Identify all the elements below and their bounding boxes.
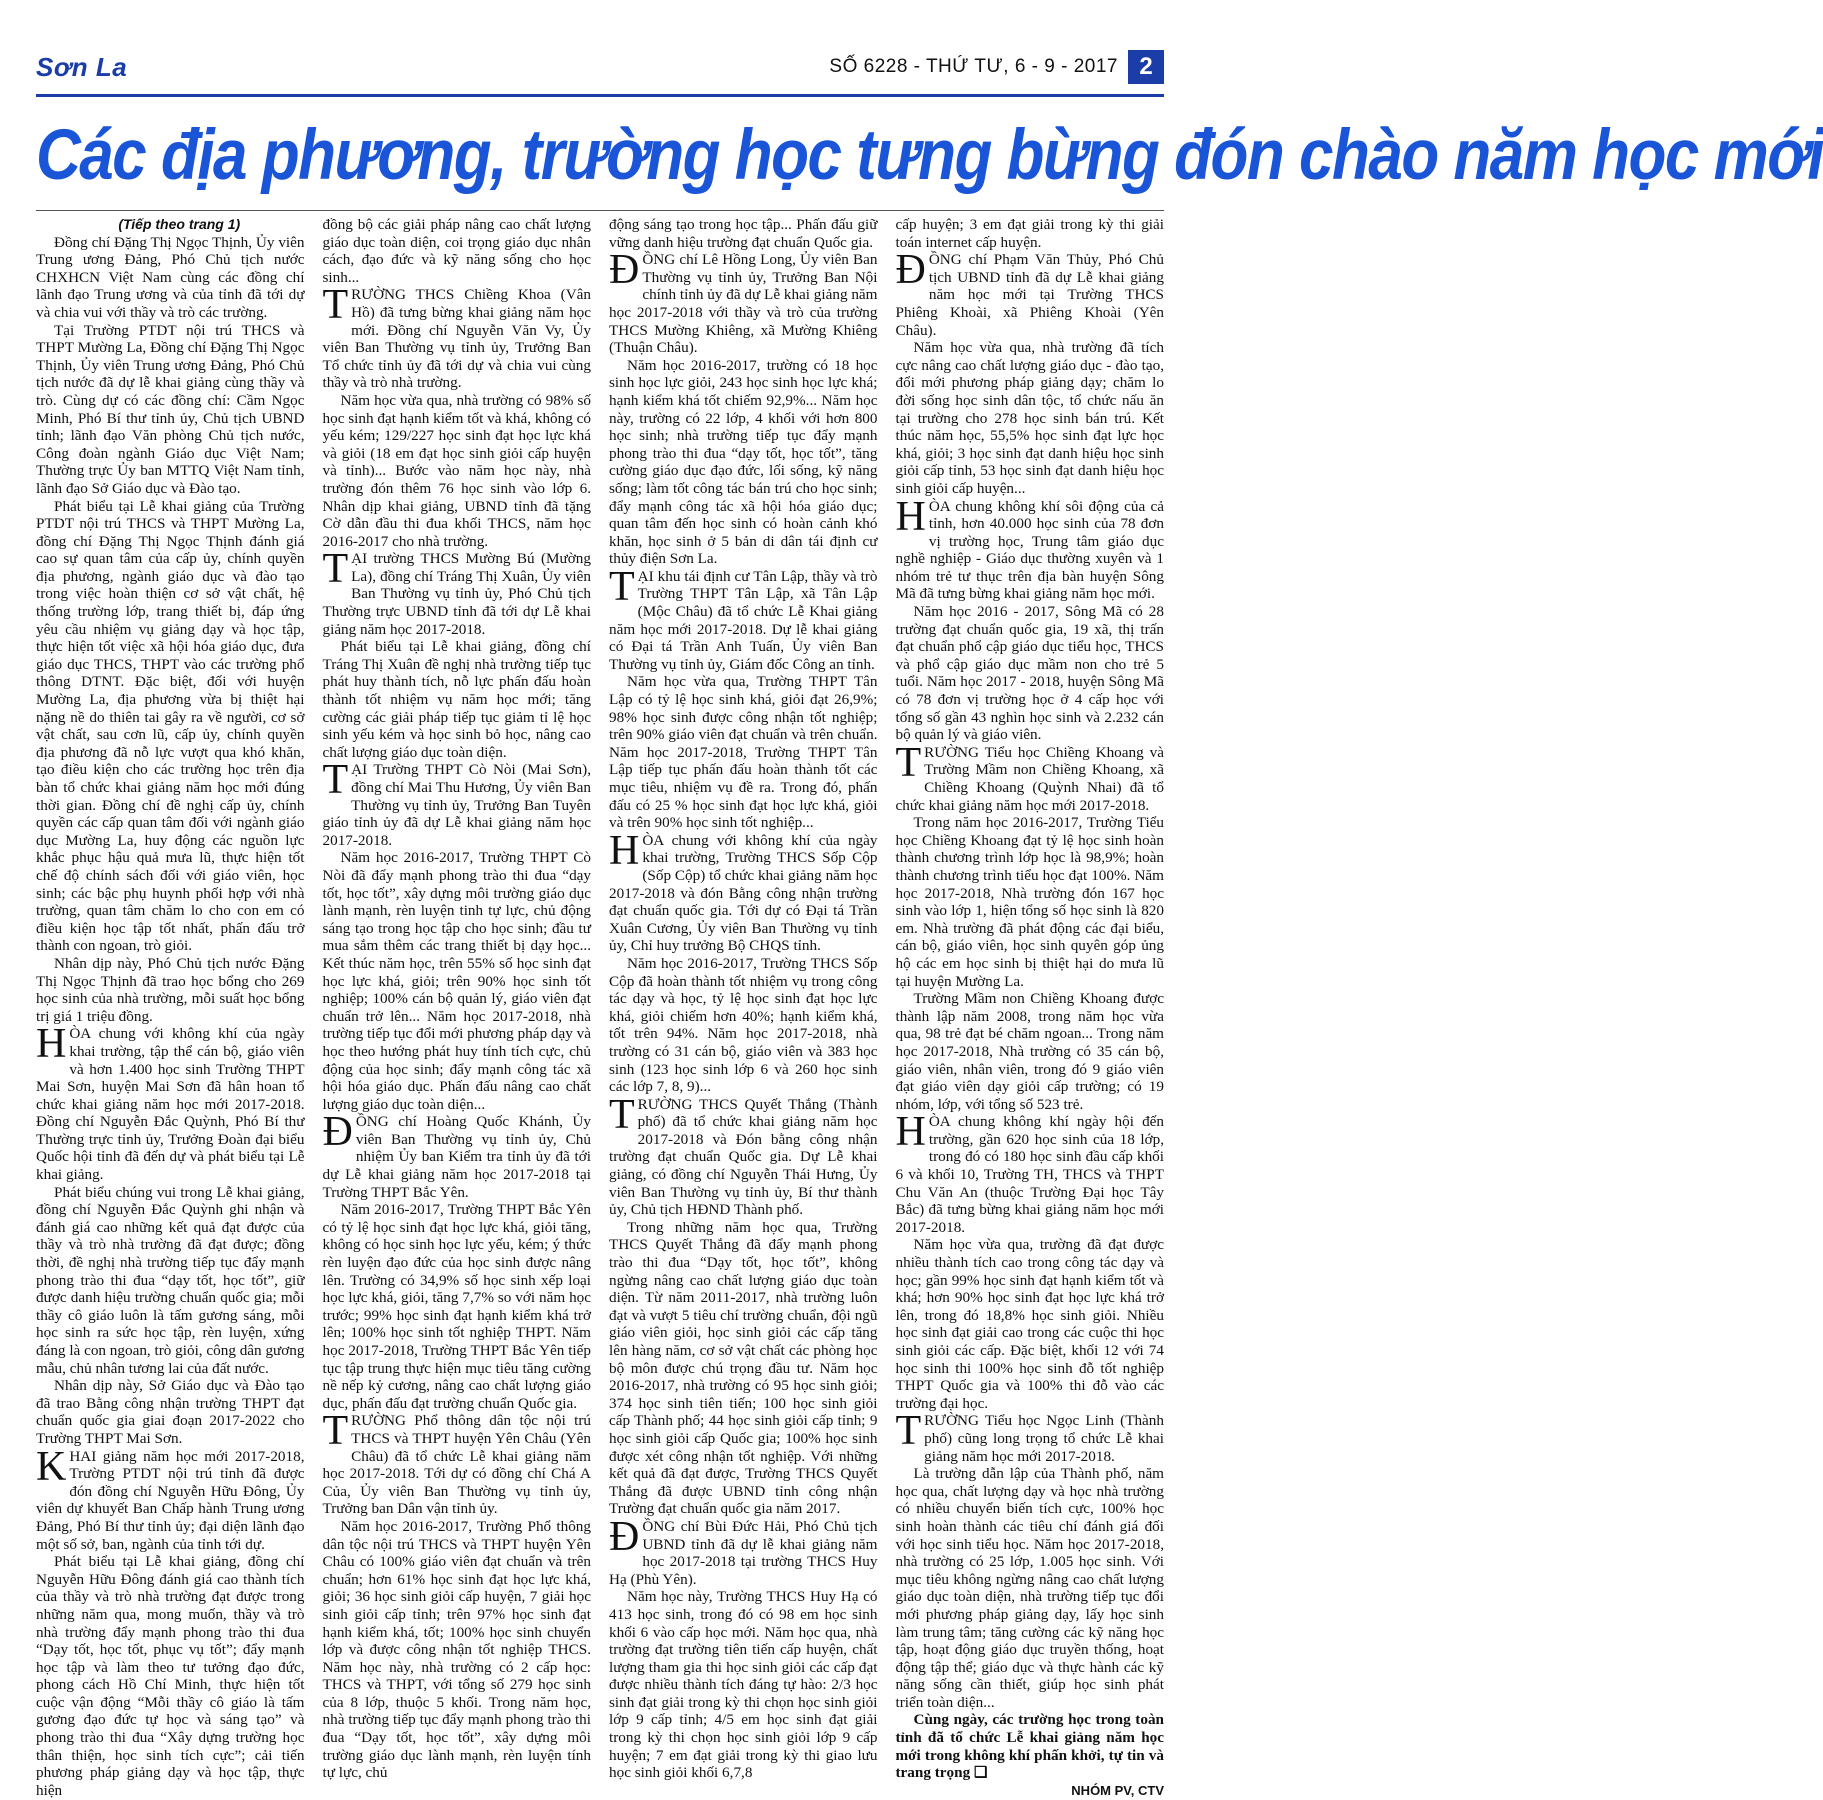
headline: Các địa phương, trường học tưng bừng đón chào năm học mới xyxy=(36,115,1823,196)
drop-cap: H xyxy=(36,1021,67,1068)
paragraph: Năm học vừa qua, nhà trường có 98% số học sinh đạt hạnh kiểm tốt và khá, không có yếu kém; 129/227 học sinh đạt học lực khá và giỏi (18 em đạt học sinh giỏi cấp huyện và tỉnh)... Bước vào năm học này, nhà trường đón thêm 76 học sinh vào lớp 6. Nhân dịp khai giảng, UBND tỉnh đã tặng Cờ dẫn đầu thi đua khối THCS, năm học 2016-2017 cho nhà trường. xyxy=(322,391,591,550)
paragraph xyxy=(609,827,878,955)
paragraph xyxy=(36,1021,305,1184)
paragraph-text: ỒNG chí Lê Hồng Long, Ủy viên Ban Thường vụ tỉnh ủy, Trưởng Ban Nội chính tỉnh ủy đã dự Lễ khai giảng năm học 2017-2018 với thầy và trò của trường THCS Mường Khiêng, xã Mường Khiêng (Thuận Châu). xyxy=(609,251,878,357)
paragraph: Phát biểu tại Lễ khai giảng, đồng chí Tráng Thị Xuân đề nghị nhà trường tiếp tục phát huy thành tích, nỗ lực phấn đấu hoàn thành tốt nhiệm vụ năm học mới; tăng cường các giải pháp tiếp tục giảm tỉ lệ học sinh yếu kém và học sinh bỏ học, nâng cao chất lượng giáo dục toàn diện. xyxy=(322,638,591,761)
column-2 xyxy=(322,216,592,1782)
paragraph xyxy=(895,739,1165,814)
paragraph: Năm học vừa qua, Trường THPT Tân Lập có tỷ lệ học sinh khá, giỏi đạt 26,9%; 98% học sinh được công nhận tốt nghiệp; trên 90% giáo viên đạt chuẩn và trên chuẩn. Năm học 2017-2018, Trường THPT Tân Lập tiếp tục phấn đấu hoàn thành tốt các mục tiêu, nhiệm vụ đề ra. Trong đó, phấn đấu có 25 % học sinh đạt học lực khá, giỏi và trên 90% học sinh tốt nghiệp... xyxy=(609,673,878,832)
paragraph: Năm học vừa qua, trường đã đạt được nhiều thành tích cao trong công tác dạy và học; gần 99% học sinh đạt hạnh kiểm tốt và khá; hơn 90% học sinh đạt học lực khá trở lên, trong đó 18,8% học sinh giỏi. Nhiều học sinh đạt giải cao trong các cuộc thi học sinh giỏi các cấp. Đặc biệt, khối 12 với 74 học sinh thi 100% học sinh đỗ tốt nghiệp THPT Quốc gia và 100% thi đỗ vào các trường đại học. xyxy=(895,1236,1164,1412)
headline-rule xyxy=(36,210,1164,211)
drop-cap: H xyxy=(895,1109,926,1156)
paragraph xyxy=(895,247,1165,339)
paragraph-text: RƯỜNG Phổ thông dân tộc nội trú THCS và THPT huyện Yên Châu (Yên Châu) đã tổ chức Lễ khai giảng năm học 2017-2018. Tới dự có đồng chí Chá A Của, Ủy viên Ban Thường vụ tỉnh ủy, Trưởng ban Dân vận tỉnh ủy. xyxy=(322,1412,591,1518)
paragraph xyxy=(322,1109,592,1201)
paragraph xyxy=(895,493,1165,604)
paragraph: Trường Mầm non Chiềng Khoang được thành lập năm 2008, trong năm học vừa qua, 98 trẻ đạt bé chăm ngoan... Trong năm học 2017-2018, Nhà trường có 35 cán bộ, giáo viên, nhân viên, trong đó 9 giáo viên đạt giáo viên dạy giỏi cấp trường; có 19 nhóm, lớp, với tổng số 523 trẻ. xyxy=(895,990,1164,1113)
paragraph xyxy=(36,1443,305,1554)
column-3 xyxy=(609,216,878,1782)
paragraph-text: ÒA chung với không khí của ngày khai trường, tập thể cán bộ, giáo viên và hơn 1.400 học sinh Trường THPT Mai Sơn, huyện Mai Sơn đã hân hoan tổ chức khai giảng năm học mới 2017-2018. Đồng chí Nguyễn Đắc Quỳnh, Phó Bí thư Thường trực tỉnh ủy, Trưởng Đoàn đại biểu Quốc hội tỉnh đã đến dự và phát biểu tại Lễ khai giảng. xyxy=(36,1025,305,1184)
paragraph xyxy=(609,1091,878,1219)
paragraph xyxy=(609,563,878,674)
paragraph: đồng bộ các giải pháp nâng cao chất lượng giáo dục toàn diện, coi trọng giáo dục nhân cách, đạo đức và kỹ năng sống cho học sinh... xyxy=(322,216,591,286)
paragraph xyxy=(322,282,592,392)
paragraph xyxy=(322,1408,592,1518)
section-name: Sơn La xyxy=(36,52,128,82)
drop-cap: T xyxy=(322,546,349,593)
drop-cap: Đ xyxy=(609,1513,640,1560)
paragraph xyxy=(322,546,592,638)
paragraph-text: RƯỜNG Tiểu học Chiềng Khoang và Trường Mầm non Chiềng Khoang, xã Chiềng Khoang (Quỳnh Nhai) đã tổ chức khai giảng năm học mới 2017-2018. xyxy=(895,743,1164,814)
paragraph-text: ỒNG chí Bùi Đức Hải, Phó Chủ tịch UBND tỉnh đã dự lễ khai giảng năm học 2017-2018 tại trường THCS Huy Hạ (Phù Yên). xyxy=(609,1517,878,1588)
paragraph: Năm học 2016-2017, trường có 18 học sinh học lực giỏi, 243 học sinh học lực khá; hạnh kiểm khá tốt chiếm 92,9%... Năm học này, trường có 22 lớp, 4 khối với hơn 800 học sinh; nhà trường tiếp tục đẩy mạnh phong trào thi đua “dạy tốt, học tốt”, tăng cường giáo dục đạo đức, lối sống, kỹ năng sống; làm tốt công tác bán trú cho học sinh; đẩy mạnh công tác xã hội hóa giáo dục; quan tâm đến học sinh có hoàn cảnh khó khăn, học sinh ở 5 bản di dân tái định cư thủy điện Sơn La. xyxy=(609,356,878,568)
paragraph: Nhân dịp này, Phó Chủ tịch nước Đặng Thị Ngọc Thịnh đã trao học bổng cho 269 học sinh của nhà trường, mỗi suất học bổng trị giá 1 triệu đồng. xyxy=(36,954,305,1025)
paragraph-text: ẠI Trường THPT Cò Nòi (Mai Sơn), đồng chí Mai Thu Hương, Ủy viên Ban Thường vụ tỉnh ủy, Trưởng Ban Tuyên giáo tỉnh ủy đã dự Lễ khai giảng năm học 2017-2018. xyxy=(322,761,591,849)
paragraph: Năm học 2016 - 2017, Sông Mã có 28 trường đạt chuẩn quốc gia, 19 xã, thị trấn đạt chuẩn phổ cập giáo dục tiểu học, THCS và phổ cập giáo dục mầm non cho trẻ 5 tuổi. Năm học 2017 - 2018, huyện Sông Mã có 78 đơn vị trường học ở 4 cấp học với tổng số gần 43 nghìn học sinh và 2.232 cán bộ quản lý và giáo viên. xyxy=(895,603,1164,744)
drop-cap: Đ xyxy=(609,247,640,294)
byline: NHÓM PV, CTV xyxy=(1071,1782,1164,1798)
drop-cap: Đ xyxy=(895,247,926,294)
paragraph-text: HAI giảng năm học mới 2017-2018, Trường PTDT nội trú tỉnh đã được đón đồng chí Nguyễn Hữu Đông, Ủy viên dự khuyết Ban Chấp hành Trung ương Đảng, Phó Bí thư tỉnh ủy; đại diện lãnh đạo một số sở, ban, ngành của tỉnh tới dự. xyxy=(36,1447,305,1553)
paragraph: Phát biểu tại Lễ khai giảng, đồng chí Nguyễn Hữu Đông đánh giá cao thành tích của thầy và trò nhà trường đạt được trong những năm qua, mong muốn, thầy và trò nhà trường đẩy mạnh phong trào thi đua “Dạy tốt, học tốt, phục vụ tốt”; đẩy mạnh học tập và làm theo tư tưởng đạo đức, phong cách Hồ Chí Minh, thực hiện tốt cuộc vận động “Mỗi thầy cô giáo là tấm gương đạo đức tự học và sáng tạo” và phong trào thi đua “Xây dựng trường học thân thiện, học sinh tích cực”; cải tiến phương pháp giảng dạy và học tập, thực hiện xyxy=(36,1553,305,1799)
paragraph: cấp huyện; 3 em đạt giải trong kỳ thi giải toán internet cấp huyện. xyxy=(895,216,1164,251)
paragraph-text: ÒA chung không khí ngày hội đến trường, gần 620 học sinh của 18 lớp, trong đó có 180 học sinh đầu cấp khối 6 và khối 10, Trường TH, THCS và THPT Chu Văn An (thuộc Trường Đại học Tây Bắc) đã tưng bừng khai giảng năm học mới 2017-2018. xyxy=(895,1113,1164,1236)
drop-cap: T xyxy=(895,739,922,786)
paragraph: Năm học 2016-2017, Trường THCS Sốp Cộp đã hoàn thành tốt nhiệm vụ trong công tác dạy và học, tỷ lệ học sinh đạt học lực khá, giỏi chiếm hơn 40%; hạnh kiểm khá, tốt trên 94%. Năm học 2017-2018, nhà trường có 31 cán bộ, giáo viên và 383 học sinh (123 học sinh lớp 6 và 260 học sinh các lớp 7, 8, 9)... xyxy=(609,954,878,1096)
page-number: 2 xyxy=(1128,50,1164,84)
paragraph: Năm học 2016-2017, Trường THPT Cò Nòi đã đẩy mạnh phong trào thi đua “dạy tốt, học tốt”, xây dựng môi trường giáo dục lành mạnh, rèn luyện tinh tự lực, chủ động sáng tạo trong học tập cho học sinh; đầu tư mua sắm thêm các trang thiết bị dạy học... Kết thúc năm học, trên 55% số học sinh đạt học lực khá, giỏi; trên 90% học sinh tốt nghiệp; 100% cán bộ quản lý, giáo viên đạt chuẩn trở lên... Năm học 2017-2018, nhà trường tiếp tục đổi mới phương pháp dạy và học theo hướng phát huy tính tích cực, chủ động của học sinh; đẩy mạnh công tác xã hội hóa giáo dục. Phấn đấu nâng cao chất lượng giáo dục toàn diện... xyxy=(322,849,591,1113)
paragraph-text: ẠI trường THCS Mường Bú (Mường La), đồng chí Tráng Thị Xuân, Ủy viên Ban Thường vụ tỉnh ủy, Phó Chủ tịch Thường trực UBND tỉnh đã tới dự Lễ khai giảng năm học 2017-2018. xyxy=(322,550,591,638)
header-rule xyxy=(36,94,1164,97)
paragraph: động sáng tạo trong học tập... Phấn đấu giữ vững danh hiệu trường đạt chuẩn Quốc gia. xyxy=(609,216,878,251)
paragraph: Là trường dẫn lập của Thành phố, năm học qua, chất lượng dạy và học nhà trường có nhiều chuyển biến tích cực, 100% học sinh hoàn thành các tiêu chí đánh giá đối với học sinh tiểu học. Năm học 2017-2018, nhà trường có 25 lớp, 1.005 học sinh. Với mục tiêu không ngừng nâng cao chất lượng giáo dục toàn diện, nhà trường tiếp tục đổi mới phương pháp giảng dạy, lấy học sinh làm trung tâm; tăng cường các kỹ năng học tập, hoạt động giáo dục truyền thống, hoạt động tập thể; giáo dục và thực hành các kỹ năng sống cần thiết, giúp học sinh phát triển toàn diện... xyxy=(895,1465,1164,1711)
paragraph: Tại Trường PTDT nội trú THCS và THPT Mường La, Đồng chí Đặng Thị Ngọc Thịnh, Ủy viên Trung ương Đảng, Phó Chủ tịch nước đã dự lễ khai giảng cùng thầy và trò. Cùng dự có các đồng chí: Cầm Ngọc Minh, Phó Bí thư tỉnh ủy, Chủ tịch UBND tỉnh; lãnh đạo Văn phòng Chủ tịch nước, Công đoàn ngành Giáo dục Việt Nam; Thường trực Ủy ban MTTQ Việt Nam tỉnh, lãnh đạo Sở Giáo dục và Đào tạo. xyxy=(36,321,305,497)
column-4 xyxy=(895,216,1165,1798)
paragraph xyxy=(322,757,592,849)
issue-info: SỐ 6228 - THỨ TƯ, 6 - 9 - 2017 xyxy=(829,56,1118,77)
drop-cap: T xyxy=(609,1091,635,1138)
drop-cap: T xyxy=(322,282,349,329)
drop-cap: Đ xyxy=(322,1109,353,1156)
paragraph-text: ỒNG chí Hoàng Quốc Khánh, Ủy viên Ban Thường vụ tỉnh ủy, Chủ nhiệm Ủy ban Kiểm tra tỉnh ủy đã tới dự Lễ khai giảng năm học 2017-2018 tại Trường THPT Bắc Yên. xyxy=(322,1113,591,1201)
column-1 xyxy=(36,216,305,1799)
paragraph: Nhân dịp này, Sở Giáo dục và Đào tạo đã trao Bằng công nhận trường THPT đạt chuẩn quốc gia giai đoạn 2017-2022 cho Trường THPT Mai Sơn. xyxy=(36,1377,305,1447)
drop-cap: K xyxy=(36,1443,67,1490)
drop-cap: T xyxy=(322,757,349,804)
closing-paragraph: Cùng ngày, các trường học trong toàn tỉnh đã tổ chức Lễ khai giảng năm học mới trong không khí phấn khởi, tự tin và trang trọng ❑ xyxy=(895,1711,1164,1782)
paragraph xyxy=(895,1408,1165,1465)
paragraph: Năm học 2016-2017, Trường Phổ thông dân tộc nội trú THCS và THPT huyện Yên Châu có 100% giáo viên đạt chuẩn và trên chuẩn; hơn 61% học sinh đạt học lực khá, giỏi; 36 học sinh giỏi cấp huyện, 7 giải học sinh giỏi cấp tỉnh; trên 97% học sinh đạt hạnh kiểm khá, tốt; 100% học sinh chuyển lớp và được công nhận tốt nghiệp THCS. Năm học này, nhà trường có 2 cấp học: THCS và THPT, với tổng số 279 học sinh của 8 lớp, thuộc 5 khối. Trong năm học, nhà trường tiếp tục đẩy mạnh phong trào thi đua “Dạy tốt, học tốt”, xây dựng môi trường giáo dục lành mạnh, rèn luyện tính tự lực, chủ xyxy=(322,1517,591,1782)
paragraph: Đồng chí Đặng Thị Ngọc Thịnh, Ủy viên Trung ương Đảng, Phó Chủ tịch nước CHXHCN Việt Nam cùng các đồng chí lãnh đạo Trung ương và của tỉnh đã tới dự và chia vui với thầy và trò các trường. xyxy=(36,233,305,321)
paragraph-text: ÒA chung không khí sôi động của cả tỉnh, hơn 40.000 học sinh của 78 đơn vị trường học, Trung tâm giáo dục nghề nghiệp - Giáo dục thường xuyên và 1 nhóm trẻ tư thục trên địa bàn huyện Sông Mã đã tưng bừng khai giảng năm học mới. xyxy=(895,497,1164,603)
paragraph xyxy=(609,247,878,357)
paragraph: Năm 2016-2017, Trường THPT Bắc Yên có tỷ lệ học sinh đạt học lực khá, giỏi tăng, không có học sinh học lực yếu, kém; ý thức rèn luyện đạo đức của học sinh được nâng lên. Trường có 34,9% số học sinh xếp loại học lực khá, giỏi, tăng 7,7% so với năm học trước; 99% học sinh đạt hạnh kiểm khá trở lên; 100% học sinh tốt nghiệp THPT. Năm học 2017-2018, Trường THPT Bắc Yên tiếp tục tập trung thực hiện mục tiêu tăng cường nề nếp kỷ cương, nâng cao chất lượng giáo dục, phấn đấu đạt trường chuẩn Quốc gia. xyxy=(322,1201,591,1412)
paragraph xyxy=(609,1513,878,1588)
paragraph: Phát biểu chúng vui trong Lễ khai giảng, đồng chí Nguyễn Đắc Quỳnh ghi nhận và đánh giá cao những kết quả đạt được của thầy và trò nhà trường đã đạt được; đồng thời, đề nghị nhà trường tiếp tục đẩy mạnh phong trào thi đua “dạy tốt, học tốt”, giữ được danh hiệu trường chuẩn quốc gia; mỗi thầy cô giáo luôn là tấm gương sáng, mỗi học sinh ra sức học tập, rèn luyện, xứng đáng là con ngoan, trò giỏi, công dân gương mẫu, chủ nhân tương lai của đất nước. xyxy=(36,1183,305,1377)
paragraph: Năm học này, Trường THCS Huy Hạ có 413 học sinh, trong đó có 98 em học sinh khối 6 vào cấp học mới. Năm học qua, nhà trường đạt trường tiên tiến cấp huyện, chất lượng tham gia thi học sinh giỏi các cấp đạt được nhiều thành tích đáng tự hào: 2/3 học sinh đạt giải trong kỳ thi chọn học sinh giỏi lớp 9 cấp tỉnh; 4/5 em học sinh đạt giải trong kỳ thi chọn học sinh giỏi lớp 9 cấp huyện; 7 em đạt giải trong kỳ thi giao lưu học sinh giỏi khối 6,7,8 xyxy=(609,1588,878,1782)
paragraph-text: ÒA chung với không khí của ngày khai trường, Trường THCS Sốp Cộp (Sốp Cộp) tổ chức khai giảng năm học 2017-2018 và đón Bằng công nhận trường đạt chuẩn quốc gia. Tới dự có Đại tá Trần Xuân Cương, Ủy viên Ban Thường vụ tỉnh ủy, Chỉ huy trưởng Bộ CHQS tỉnh. xyxy=(609,831,878,955)
drop-cap: H xyxy=(895,493,926,540)
continued-note: (Tiếp theo trang 1) xyxy=(118,216,241,232)
drop-cap: T xyxy=(322,1408,349,1455)
drop-cap: H xyxy=(609,827,640,874)
paragraph: Trong những năm học qua, Trường THCS Quyết Thắng đã đẩy mạnh phong trào thi đua “Dạy tốt, học tốt”, không ngừng nâng cao chất lượng giáo dục toàn diện. Từ năm 2011-2017, nhà trường luôn đạt và vượt 5 tiêu chí trường chuẩn, đội ngũ giáo viên giỏi, học sinh giỏi các cấp tăng lên hàng năm, cơ sở vật chất các phòng học bộ môn được chú trọng đầu tư. Năm học 2016-2017, nhà trường có 95 học sinh giỏi; 374 học sinh tiên tiến; 100 học sinh giỏi cấp Thành phố; 44 học sinh giỏi cấp tỉnh; 9 học sinh giỏi cấp Quốc gia; 100% học sinh được xét công nhận tốt nghiệp. Với những kết quả đã đạt được, Trường THCS Quyết Thắng đã được UBND tỉnh công nhận Trường đạt chuẩn quốc gia năm 2017. xyxy=(609,1218,878,1518)
paragraph-text: RƯỜNG THCS Quyết Thắng (Thành phố) đã tổ chức khai giảng năm học 2017-2018 và Đón bằng công nhận trường đạt chuẩn Quốc gia. Dự Lễ khai giảng, có đồng chí Nguyễn Thái Hưng, Ủy viên Ban Thường vụ tỉnh ủy, Bí thư thành ủy, Chủ tịch HĐND Thành phố. xyxy=(609,1095,878,1219)
paragraph: Phát biểu tại Lễ khai giảng của Trường PTDT nội trú THCS và THPT Mường La, đồng chí Đặng Thị Ngọc Thịnh đánh giá cao sự quan tâm của cấp ủy, chính quyền địa phương, ngành giáo dục và đào tạo trong việc hoàn thiện cơ sở vật chất, hệ thống trường lớp, trang thiết bị, đáp ứng yêu cầu nhiệm vụ giảng dạy và học tập, thực hiện tốt việc xã hội hóa giáo dục, đưa giáo dục THCS, THPT vào các trường phổ thông DTNT. Đặc biệt, đối với huyện Mường La, địa phương vừa bị thiệt hại nặng nề do thiên tai gây ra về người, cơ sở vật chất, sau cơn lũ, cấp ủy, chính quyền địa phương đã nỗ lực vượt qua khó khăn, tạo điều kiện cho các trường học trên địa bàn tổ chức khai giảng năm học mới đúng thời gian. Đồng chí đề nghị cấp ủy, chính quyền các cấp quan tâm đối với ngành giáo dục Mường La, huy động các nguồn lực khắc phục hậu quả mưa lũ, thực hiện tốt chế độ chính sách đối với giáo viên, học sinh; các bậc phụ huynh phối hợp với nhà trường, quan tâm chăm lo cho con em có điều kiện học tập tốt nhất, phấn đấu trở thành con ngoan, trò giỏi. xyxy=(36,497,305,955)
paragraph-text: RƯỜNG Tiểu học Ngọc Linh (Thành phố) cũng long trọng tổ chức Lễ khai giảng năm học mới 2017-2018. xyxy=(924,1412,1164,1465)
paragraph: Năm học vừa qua, nhà trường đã tích cực nâng cao chất lượng giáo dục - đào tạo, đổi mới phương pháp giảng dạy; chăm lo đời sống học sinh dân tộc, tổ chức nấu ăn tại trường cho 278 học sinh bán trú. Kết thúc năm học, 55,5% học sinh đạt lực học khá, giỏi; 3 học sinh đạt danh hiệu học sinh giỏi cấp tỉnh, 53 học sinh đạt danh hiệu học sinh giỏi cấp huyện... xyxy=(895,339,1164,497)
drop-cap: T xyxy=(609,563,635,610)
paragraph-text: ẠI khu tái định cư Tân Lập, thầy và trò Trường THPT Tân Lập, xã Tân Lập (Mộc Châu) đã tổ chức Lễ Khai giảng năm học mới 2017-2018. Dự lễ khai giảng có Đại tá Trần Anh Tuấn, Ủy viên Ban Thường vụ tỉnh ủy, Giám đốc Công an tỉnh. xyxy=(609,567,878,673)
page-header xyxy=(36,50,1164,90)
paragraph-text: ỒNG chí Phạm Văn Thủy, Phó Chủ tịch UBND tỉnh đã dự Lễ khai giảng năm học mới tại Trường THCS Phiêng Khoài, xã Phiêng Khoài (Yên Châu). xyxy=(895,251,1164,339)
article-columns xyxy=(36,216,1164,1799)
paragraph-text: RƯỜNG THCS Chiềng Khoa (Vân Hồ) đã tưng bừng khai giảng năm học mới. Đồng chí Nguyễn Văn Vy, Ủy viên Ban Thường vụ tỉnh ủy, Trưởng Ban Tổ chức tỉnh ủy đã tới dự và chia vui cùng thầy và trò nhà trường. xyxy=(322,286,591,392)
paragraph: Trong năm học 2016-2017, Trường Tiểu học Chiềng Khoang đạt tỷ lệ học sinh hoàn thành chương trình lớp học là 98,9%; hoàn thành chương trình tiểu học đạt 100%. Năm học 2017-2018, Nhà trường đón 167 học sinh vào lớp 1, hiện tổng số học sinh là 820 em. Nhà trường đã phát động các đại biểu, cán bộ, giáo viên, học sinh quyên góp ủng hộ các em học sinh bị thiệt hại do mưa lũ tại huyện Mường La. xyxy=(895,814,1164,990)
drop-cap: T xyxy=(895,1408,922,1455)
paragraph xyxy=(895,1109,1165,1236)
